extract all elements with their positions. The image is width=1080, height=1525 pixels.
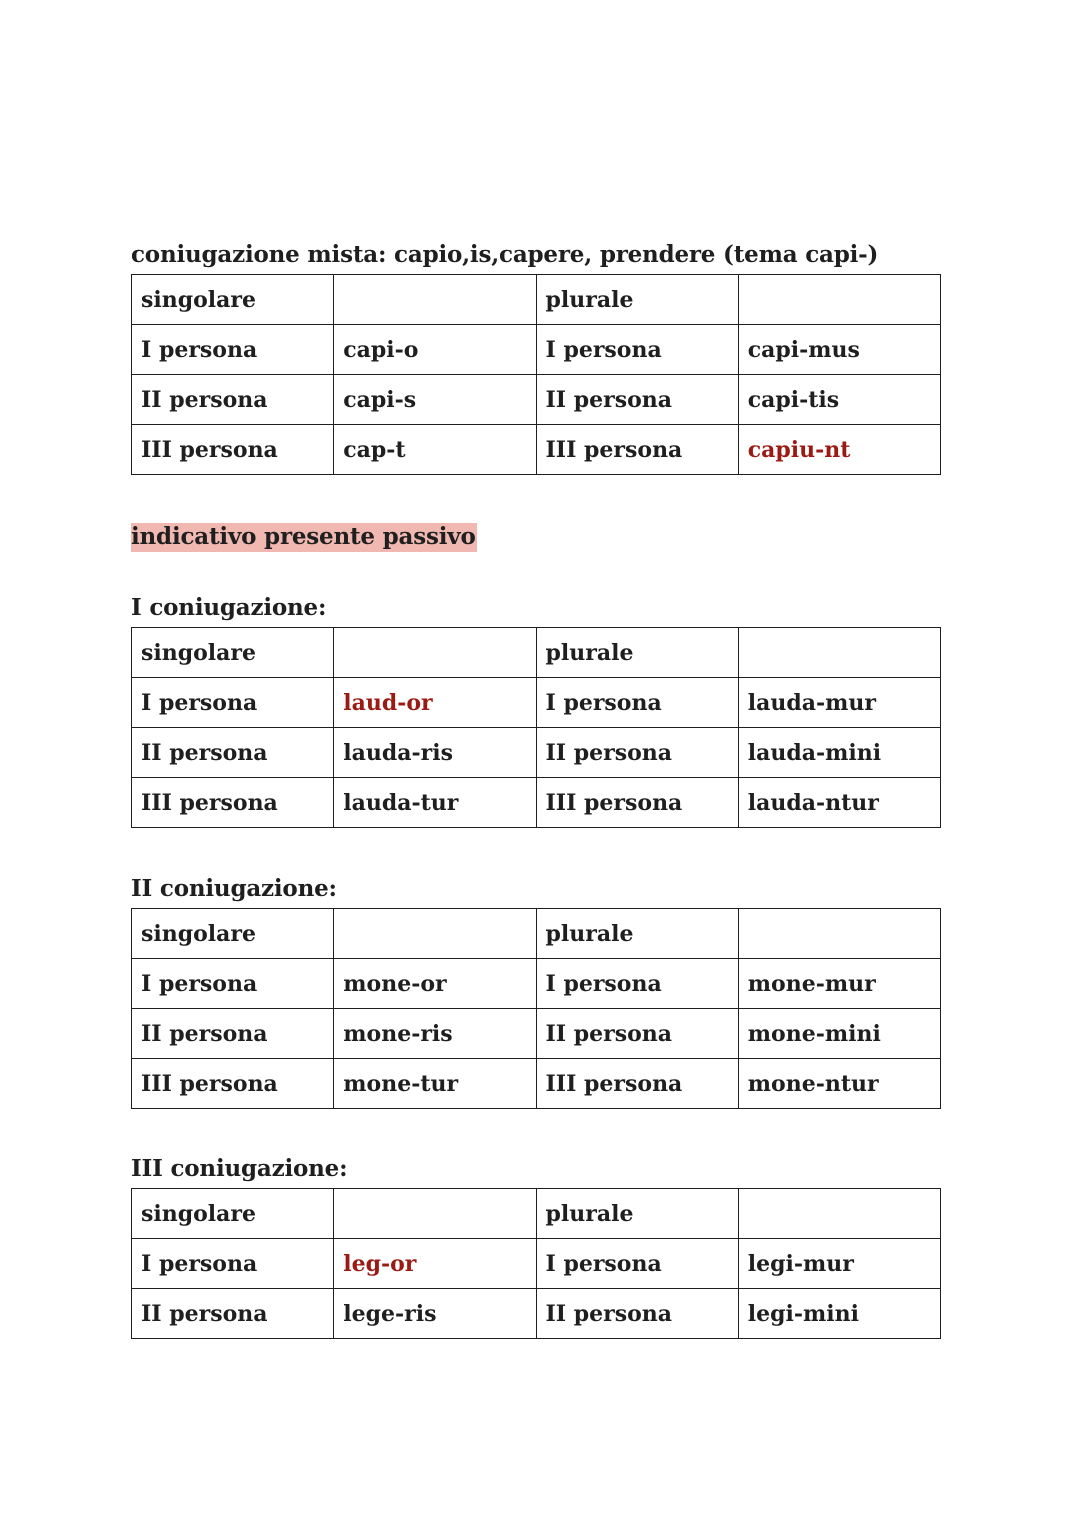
- table-row: [132, 425, 941, 475]
- table-body: [132, 275, 941, 475]
- column-header: singolare: [132, 628, 334, 678]
- person-label: II persona: [536, 1289, 738, 1339]
- verb-form: lege-ris: [334, 1289, 536, 1339]
- table-header-row: [132, 275, 941, 325]
- header-empty-cell: [334, 909, 536, 959]
- table-row: [132, 375, 941, 425]
- person-label: I persona: [132, 1239, 334, 1289]
- column-header: plurale: [536, 1189, 738, 1239]
- table-header-row: [132, 628, 941, 678]
- verb-form: capi-tis: [738, 375, 940, 425]
- person-label: II persona: [536, 1009, 738, 1059]
- column-header: singolare: [132, 1189, 334, 1239]
- person-label: III persona: [132, 1059, 334, 1109]
- person-label: II persona: [132, 728, 334, 778]
- column-header: plurale: [536, 909, 738, 959]
- column-header: singolare: [132, 275, 334, 325]
- verb-form: mone-tur: [334, 1059, 536, 1109]
- person-label: II persona: [132, 375, 334, 425]
- column-header: plurale: [536, 275, 738, 325]
- verb-form: lauda-ris: [334, 728, 536, 778]
- table-body: [132, 628, 941, 828]
- section-heading-i-coniugazione: I coniugazione:: [131, 594, 327, 621]
- verb-form: mone-mur: [738, 959, 940, 1009]
- table-row: [132, 778, 941, 828]
- verb-form: cap-t: [334, 425, 536, 475]
- highlighted-text: indicativo presente passivo: [131, 523, 476, 550]
- section-heading-coniugazione-mista: coniugazione mista: capio,is,capere, prendere (tema capi-): [131, 241, 879, 268]
- verb-form: mone-ris: [334, 1009, 536, 1059]
- person-label: I persona: [132, 678, 334, 728]
- header-empty-cell: [334, 1189, 536, 1239]
- header-empty-cell: [738, 628, 940, 678]
- column-header: plurale: [536, 628, 738, 678]
- person-label: I persona: [536, 325, 738, 375]
- person-label: III persona: [132, 778, 334, 828]
- conjugation-table-ii: [131, 908, 941, 1109]
- header-empty-cell: [738, 1189, 940, 1239]
- table-row: [132, 1059, 941, 1109]
- table-row: [132, 1239, 941, 1289]
- table-body: [132, 1189, 941, 1339]
- verb-form: lauda-ntur: [738, 778, 940, 828]
- person-label: III persona: [536, 425, 738, 475]
- table-row: [132, 678, 941, 728]
- verb-form: lauda-tur: [334, 778, 536, 828]
- table-row: [132, 1009, 941, 1059]
- table-header-row: [132, 909, 941, 959]
- verb-form: lauda-mur: [738, 678, 940, 728]
- person-label: I persona: [536, 959, 738, 1009]
- verb-form: mone-ntur: [738, 1059, 940, 1109]
- person-label: III persona: [536, 778, 738, 828]
- verb-form: leg-or: [334, 1239, 536, 1289]
- verb-form: legi-mini: [738, 1289, 940, 1339]
- header-empty-cell: [334, 628, 536, 678]
- verb-form: lauda-mini: [738, 728, 940, 778]
- table-body: [132, 909, 941, 1109]
- person-label: III persona: [132, 425, 334, 475]
- verb-form: mone-mini: [738, 1009, 940, 1059]
- conjugation-table-i: [131, 627, 941, 828]
- section-heading-iii-coniugazione: III coniugazione:: [131, 1155, 348, 1182]
- person-label: I persona: [132, 325, 334, 375]
- header-empty-cell: [334, 275, 536, 325]
- verb-form: capi-mus: [738, 325, 940, 375]
- verb-form: capi-s: [334, 375, 536, 425]
- conjugation-table-mista: [131, 274, 941, 475]
- person-label: II persona: [132, 1289, 334, 1339]
- table-row: [132, 728, 941, 778]
- table-row: [132, 1289, 941, 1339]
- verb-form: legi-mur: [738, 1239, 940, 1289]
- person-label: I persona: [132, 959, 334, 1009]
- person-label: III persona: [536, 1059, 738, 1109]
- section-heading-ii-coniugazione: II coniugazione:: [131, 875, 337, 902]
- section-heading-indicativo-presente-passivo: [131, 522, 477, 552]
- verb-form: capiu-nt: [738, 425, 940, 475]
- person-label: II persona: [132, 1009, 334, 1059]
- verb-form: laud-or: [334, 678, 536, 728]
- table-header-row: [132, 1189, 941, 1239]
- column-header: singolare: [132, 909, 334, 959]
- person-label: I persona: [536, 678, 738, 728]
- person-label: II persona: [536, 375, 738, 425]
- conjugation-table-iii: [131, 1188, 941, 1339]
- person-label: I persona: [536, 1239, 738, 1289]
- table-row: [132, 959, 941, 1009]
- person-label: II persona: [536, 728, 738, 778]
- header-empty-cell: [738, 909, 940, 959]
- table-row: [132, 325, 941, 375]
- verb-form: mone-or: [334, 959, 536, 1009]
- header-empty-cell: [738, 275, 940, 325]
- verb-form: capi-o: [334, 325, 536, 375]
